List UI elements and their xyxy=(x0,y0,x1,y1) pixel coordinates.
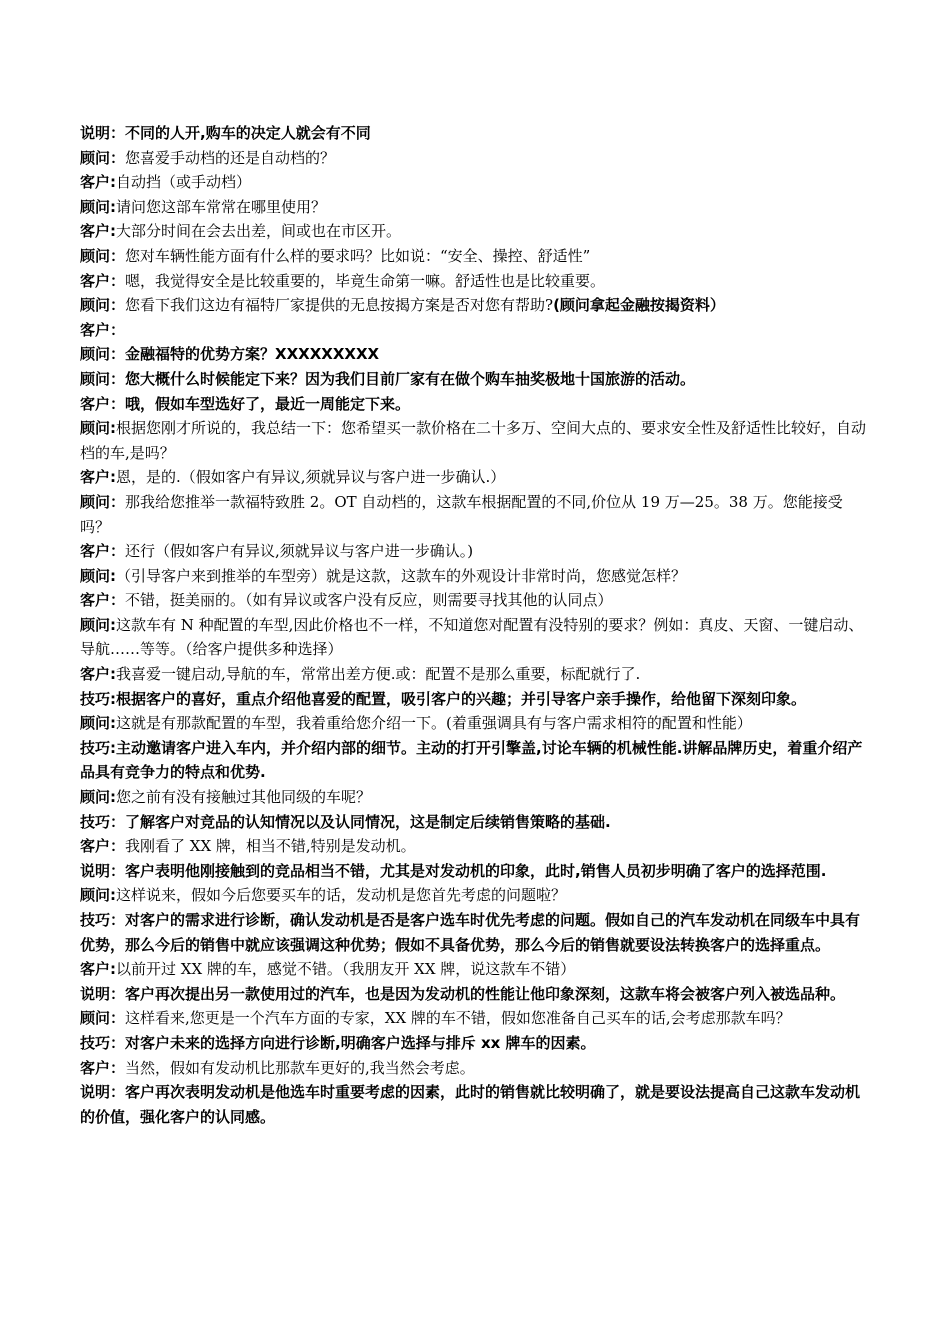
line-text: 当然，假如有发动机比那款车更好的,我当然会考虑。 xyxy=(125,1058,475,1077)
speaker-label: 技巧: xyxy=(80,689,116,708)
dialogue-line xyxy=(80,810,870,835)
speaker-label: 客户： xyxy=(80,1058,126,1077)
line-text: 客户再次提出另一款使用过的汽车，也是因为发动机的性能让他印象深刻，这款车将会被客户列入被选品种。 xyxy=(125,984,846,1003)
speaker-label: 客户: xyxy=(80,468,116,487)
dialogue-line xyxy=(80,244,870,269)
line-text: 客户表明他刚接触到的竞品相当不错，尤其是对发动机的印象，此时,销售人员初步明确了客户的选择范围. xyxy=(125,861,827,880)
dialogue-line xyxy=(80,785,870,810)
dialogue-line xyxy=(80,613,870,662)
dialogue-line xyxy=(80,392,870,417)
speaker-label: 技巧： xyxy=(80,812,126,831)
line-text: 了解客户对竞品的认知情况以及认同情况，这是制定后续销售策略的基础. xyxy=(125,812,611,831)
dialogue-line xyxy=(80,416,870,465)
speaker-label: 顾问: xyxy=(80,419,116,438)
speaker-label: 客户： xyxy=(80,320,126,339)
line-text: 这款车有 N 种配置的车型,因此价格也不一样，不知道您对配置有没特别的要求？例如：真皮、天窗、一键启动、导航……等等。（给客户提供多种选择） xyxy=(80,615,864,659)
dialogue-line xyxy=(80,121,870,146)
line-text: 我刚看了 XX 牌，相当不错,特别是发动机。 xyxy=(125,837,416,856)
speaker-label: 客户： xyxy=(80,542,126,561)
dialogue-line xyxy=(80,1080,870,1129)
speaker-label: 说明： xyxy=(80,984,126,1003)
line-text: 对客户未来的选择方向进行诊断,明确客户选择与排斥 xx 牌车的因素。 xyxy=(125,1033,596,1052)
dialogue-line xyxy=(80,195,870,220)
dialogue-line xyxy=(80,1056,870,1081)
line-text: 金融福特的优势方案？XXXXXXXXX xyxy=(125,345,380,364)
line-text: 主动邀请客户进入车内，并介绍内部的细节。主动的打开引擎盖,讨论车辆的机械性能.讲解品牌历史，着重介绍产品具有竞争力的特点和优势. xyxy=(80,738,863,782)
line-text: 这就是有那款配置的车型，我着重给您介绍一下。(着重强调具有与客户需求相符的配置和性能） xyxy=(116,714,752,733)
speaker-label: 客户: xyxy=(80,173,116,192)
dialogue-line xyxy=(80,342,870,367)
speaker-label: 顾问: xyxy=(80,886,116,905)
speaker-label: 技巧： xyxy=(80,911,126,929)
speaker-label: 顾问: xyxy=(80,714,116,733)
dialogue-line xyxy=(80,883,870,908)
speaker-label: 客户： xyxy=(80,394,126,413)
line-text: 那我给您推举一款福特致胜 2。OT 自动档的，这款车根据配置的不同,价位从 19 万—25。38 万。您能接受吗？ xyxy=(80,492,843,536)
speaker-label: 客户： xyxy=(80,837,126,856)
line-text: 以前开过 XX 牌的车，感觉不错。（我朋友开 XX 牌，说这款车不错） xyxy=(116,960,576,979)
dialogue-line xyxy=(80,539,870,564)
speaker-label: 顾问： xyxy=(80,296,126,315)
dialogue-line xyxy=(80,588,870,613)
line-text: 请问您这部车常常在哪里使用？ xyxy=(116,197,327,216)
speaker-label: 客户: xyxy=(80,665,116,684)
line-text: 自动挡（或手动档） xyxy=(116,173,252,192)
line-text: 这样说来，假如今后您要买车的话，发动机是您首先考虑的问题啦？ xyxy=(116,886,567,905)
line-text: 不同的人开,购车的决定人就会有不同 xyxy=(125,124,371,142)
speaker-label: 顾问： xyxy=(80,246,126,265)
speaker-label: 客户： xyxy=(80,271,126,290)
dialogue-line xyxy=(80,1006,870,1031)
dialogue-line xyxy=(80,170,870,195)
dialogue-line xyxy=(80,662,870,687)
line-text: 不错，挺美丽的。（如有异议或客户没有反应，则需要寻找其他的认同点） xyxy=(125,591,613,610)
line-text: 您看下我们这边有福特厂家提供的无息按揭方案是否对您有帮助? xyxy=(125,296,554,315)
speaker-label: 顾问: xyxy=(80,197,116,216)
speaker-label: 顾问： xyxy=(80,148,126,167)
dialogue-body xyxy=(80,121,870,1129)
speaker-label: 顾问: xyxy=(80,615,116,634)
line-text: （引导客户来到推举的车型旁）就是这款，这款车的外观设计非常时尚，您感觉怎样？ xyxy=(116,566,687,585)
speaker-label: 客户: xyxy=(80,960,116,979)
line-text: 根据您刚才所说的，我总结一下：您希望买一款价格在二十多万、空间大点的、要求安全性及舒适性比较好，自动档的车,是吗？ xyxy=(80,419,867,462)
dialogue-line xyxy=(80,367,870,392)
speaker-label: 客户： xyxy=(80,591,126,610)
dialogue-line xyxy=(80,982,870,1007)
line-text: 您对车辆性能方面有什么样的要求吗？比如说：“安全、操控、舒适性” xyxy=(125,246,591,265)
dialogue-line xyxy=(80,269,870,294)
dialogue-line xyxy=(80,687,870,712)
line-text: 哦，假如车型选好了，最近一周能定下来。 xyxy=(125,394,411,413)
dialogue-line xyxy=(80,146,870,171)
line-text: 客户再次表明发动机是他选车时重要考虑的因素，此时的销售就比较明确了，就是要设法提高自己这款车发动机的价值，强化客户的认同感。 xyxy=(80,1083,861,1126)
line-text: 对客户的需求进行诊断，确认发动机是否是客户选车时优先考虑的问题。假如自己的汽车发动机在同级车中具有优势，那么今后的销售中就应该强调这种优势；假如不具备优势，那么今后的销售就要设法转换客户的选择重点。 xyxy=(80,911,861,954)
speaker-label: 顾问： xyxy=(80,1009,126,1028)
line-text: 大部分时间在会去出差，间或也在市区开。 xyxy=(116,222,402,241)
line-text: 这样看来,您更是一个汽车方面的专家，XX 牌的车不错，假如您准备自己买车的话,会考虑那款车吗？ xyxy=(125,1009,791,1028)
line-text: 恩，是的.（假如客户有异议,须就异议与客户进一步确认.） xyxy=(116,468,506,487)
speaker-label: 顾问: xyxy=(80,566,116,585)
line-text: 还行（假如客户有异议,须就异议与客户进一步确认。) xyxy=(125,542,474,561)
line-text: 您之前有没有接触过其他同级的车呢？ xyxy=(116,788,372,807)
dialogue-line xyxy=(80,490,870,539)
line-bold-note: (顾问拿起金融按揭资料） xyxy=(553,296,725,315)
dialogue-line xyxy=(80,465,870,490)
speaker-label: 客户: xyxy=(80,222,116,241)
speaker-label: 技巧： xyxy=(80,1033,126,1052)
dialogue-line xyxy=(80,908,870,957)
line-text: 根据客户的喜好，重点介绍他喜爱的配置，吸引客户的兴趣；并引导客户亲手操作，给他留下深刻印象。 xyxy=(116,689,807,708)
dialogue-line xyxy=(80,957,870,982)
dialogue-line xyxy=(80,859,870,884)
speaker-label: 顾问： xyxy=(80,369,126,388)
line-text: 您大概什么时候能定下来？因为我们目前厂家有在做个购车抽奖极地十国旅游的活动。 xyxy=(125,369,696,388)
dialogue-line xyxy=(80,711,870,736)
dialogue-line xyxy=(80,564,870,589)
dialogue-line xyxy=(80,219,870,244)
speaker-label: 说明： xyxy=(80,861,126,880)
dialogue-line xyxy=(80,834,870,859)
dialogue-line xyxy=(80,736,870,785)
line-text: 我喜爱一键启动,导航的车，常常出差方便.或：配置不是那么重要，标配就行了. xyxy=(116,665,641,684)
speaker-label: 顾问： xyxy=(80,492,126,511)
speaker-label: 顾问: xyxy=(80,788,116,807)
speaker-label: 说明： xyxy=(80,1083,126,1102)
dialogue-line xyxy=(80,1031,870,1056)
dialogue-line xyxy=(80,293,870,318)
line-text: 您喜爱手动档的还是自动档的？ xyxy=(125,148,336,167)
line-text: 嗯，我觉得安全是比较重要的，毕竟生命第一嘛。舒适性也是比较重要。 xyxy=(125,271,606,290)
speaker-label: 说明： xyxy=(80,124,126,142)
speaker-label: 技巧: xyxy=(80,738,116,757)
speaker-label: 顾问： xyxy=(80,345,126,364)
dialogue-line xyxy=(80,318,870,343)
